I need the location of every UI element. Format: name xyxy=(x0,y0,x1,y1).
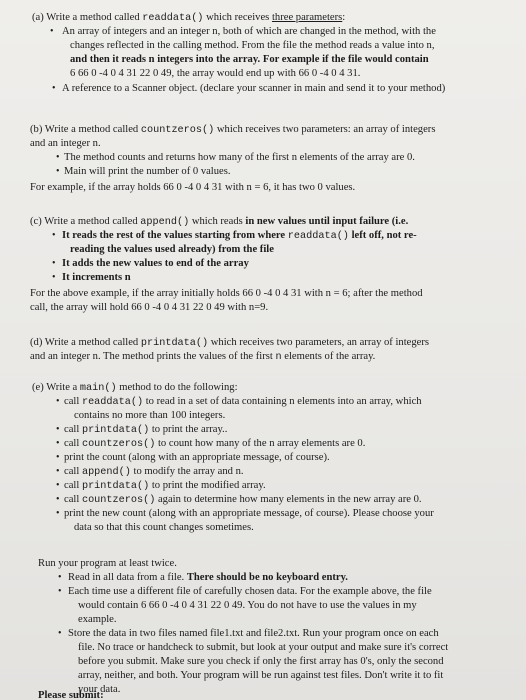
part-b-line2: and an integer n. xyxy=(30,138,101,149)
bullet-icon: • xyxy=(58,628,62,639)
bullet-icon: • xyxy=(56,166,60,177)
run-item1: Read in all data from a file. There should be no keyboard entry. xyxy=(68,572,348,583)
bullet-icon: • xyxy=(56,480,60,491)
part-e-item1-line1: call readdata() to read in a set of data containing n elements into an array, which xyxy=(64,396,422,408)
part-a-bullet1-line3: and then it reads n integers into the array. For example if the file would contain xyxy=(70,54,429,65)
part-e-item3: call countzeros() to count how many of the n array elements are 0. xyxy=(64,438,366,450)
part-b-heading: (b) Write a method called countzeros() which receives two parameters: an array of integers xyxy=(30,124,436,136)
part-c-bullet1-line1: It reads the rest of the values starting from where readdata() left off, not re- xyxy=(62,230,417,242)
part-c-bullet3: It increments n xyxy=(62,272,131,283)
bullet-icon: • xyxy=(52,83,56,94)
bullet-icon: • xyxy=(56,466,60,477)
part-b-bullet1: The method counts and returns how many of the first n elements of the array are 0. xyxy=(64,152,415,163)
code-readdata: readdata() xyxy=(287,231,349,242)
bullet-icon: • xyxy=(56,152,60,163)
part-c-bullet1-line2: reading the values used already) from the file xyxy=(70,244,274,255)
run-item3-line3: before you submit. Make sure you check if only the first array has 0's, only the second xyxy=(78,656,444,667)
part-d-heading: (d) Write a method called printdata() which receives two parameters, an array of integers xyxy=(30,337,430,349)
underlined-three-parameters: three parameters xyxy=(271,12,343,23)
code-countzeros: countzeros() xyxy=(140,125,215,136)
part-a-heading: (a) Write a method called readdata() which receives three parameters: xyxy=(32,12,346,24)
part-b-bullet2: Main will print the number of 0 values. xyxy=(64,166,231,177)
bullet-icon: • xyxy=(56,494,60,505)
bullet-icon: • xyxy=(56,424,60,435)
code-main: main() xyxy=(79,383,117,394)
part-c-example-line2: call, the array will hold 66 0 -4 0 4 31 22 0 49 with n=9. xyxy=(30,302,269,313)
bullet-icon: • xyxy=(52,272,56,283)
bullet-icon: • xyxy=(56,452,60,463)
part-a-bullet2: A reference to a Scanner object. (declare your scanner in main and send it to your method) xyxy=(62,83,446,94)
part-a-bullet1-line4: 6 66 0 -4 0 4 31 22 0 49, the array would end up with 66 0 -4 0 4 31. xyxy=(70,68,361,79)
part-e-item4: print the count (along with an appropriate message, of course). xyxy=(64,452,330,463)
run-item2-line2: would contain 6 66 0 -4 0 4 31 22 0 49. You do not have to use the values in my xyxy=(78,600,417,611)
bullet-icon: • xyxy=(56,508,60,519)
please-submit-heading: Please submit: xyxy=(38,690,104,700)
part-c-bullet2: It adds the new values to end of the array xyxy=(62,258,249,269)
part-e-item8-line2: data so that this count changes sometimes. xyxy=(74,522,254,533)
part-e-item1-line2: contains no more than 100 integers. xyxy=(74,410,226,421)
bullet-icon: • xyxy=(56,438,60,449)
run-item3-line2: file. No trace or handcheck to submit, but look at your output and make sure it's correct xyxy=(78,642,449,653)
bullet-icon: • xyxy=(50,26,54,37)
part-e-item8-line1: print the new count (along with an appropriate message, of course). Please choose your xyxy=(64,508,434,519)
part-d-line2: and an integer n. The method prints the values of the first n elements of the array. xyxy=(30,351,376,363)
bullet-icon: • xyxy=(52,258,56,269)
part-a-bullet1-line1: An array of integers and an integer n, both of which are changed in the method, with the xyxy=(62,26,436,37)
part-b-example: For example, if the array holds 66 0 -4 0 4 31 with n = 6, it has two 0 values. xyxy=(30,182,356,193)
code-readdata: readdata() xyxy=(142,13,204,24)
part-e-heading: (e) Write a main() method to do the following: xyxy=(32,382,238,394)
run-item3-line4: array, neither, and both. Your program will be run against test files. Don't write it to fit xyxy=(78,670,444,681)
bullet-icon: • xyxy=(56,396,60,407)
bullet-icon: • xyxy=(58,572,62,583)
part-e-item6: call printdata() to print the modified array. xyxy=(64,480,266,492)
run-item3-line1: Store the data in two files named file1.txt and file2.txt. Run your program once on each xyxy=(68,628,439,639)
part-e-item5: call append() to modify the array and n. xyxy=(64,466,244,478)
code-append: append() xyxy=(140,217,190,228)
run-item2-line1: Each time use a different file of carefully chosen data. For the example above, the file xyxy=(68,586,432,597)
part-c-heading: (c) Write a method called append() which reads in new values until input failure (i.e. xyxy=(30,216,409,228)
run-item3-line5: your data. xyxy=(78,684,121,695)
bullet-icon: • xyxy=(58,586,62,597)
code-printdata: printdata() xyxy=(140,338,209,349)
run-item2-line3: example. xyxy=(78,614,117,625)
part-e-item7: call countzeros() again to determine how many elements in the new array are 0. xyxy=(64,494,422,506)
bullet-icon: • xyxy=(52,230,56,241)
part-e-item2: call printdata() to print the array.. xyxy=(64,424,228,436)
part-c-example-line1: For the above example, if the array initially holds 66 0 -4 0 4 31 with n = 6; after the method xyxy=(30,288,423,299)
run-title: Run your program at least twice. xyxy=(38,558,177,569)
part-a-bullet1-line2: changes reflected in the calling method. From the file the method reads a value into n, xyxy=(70,40,435,51)
